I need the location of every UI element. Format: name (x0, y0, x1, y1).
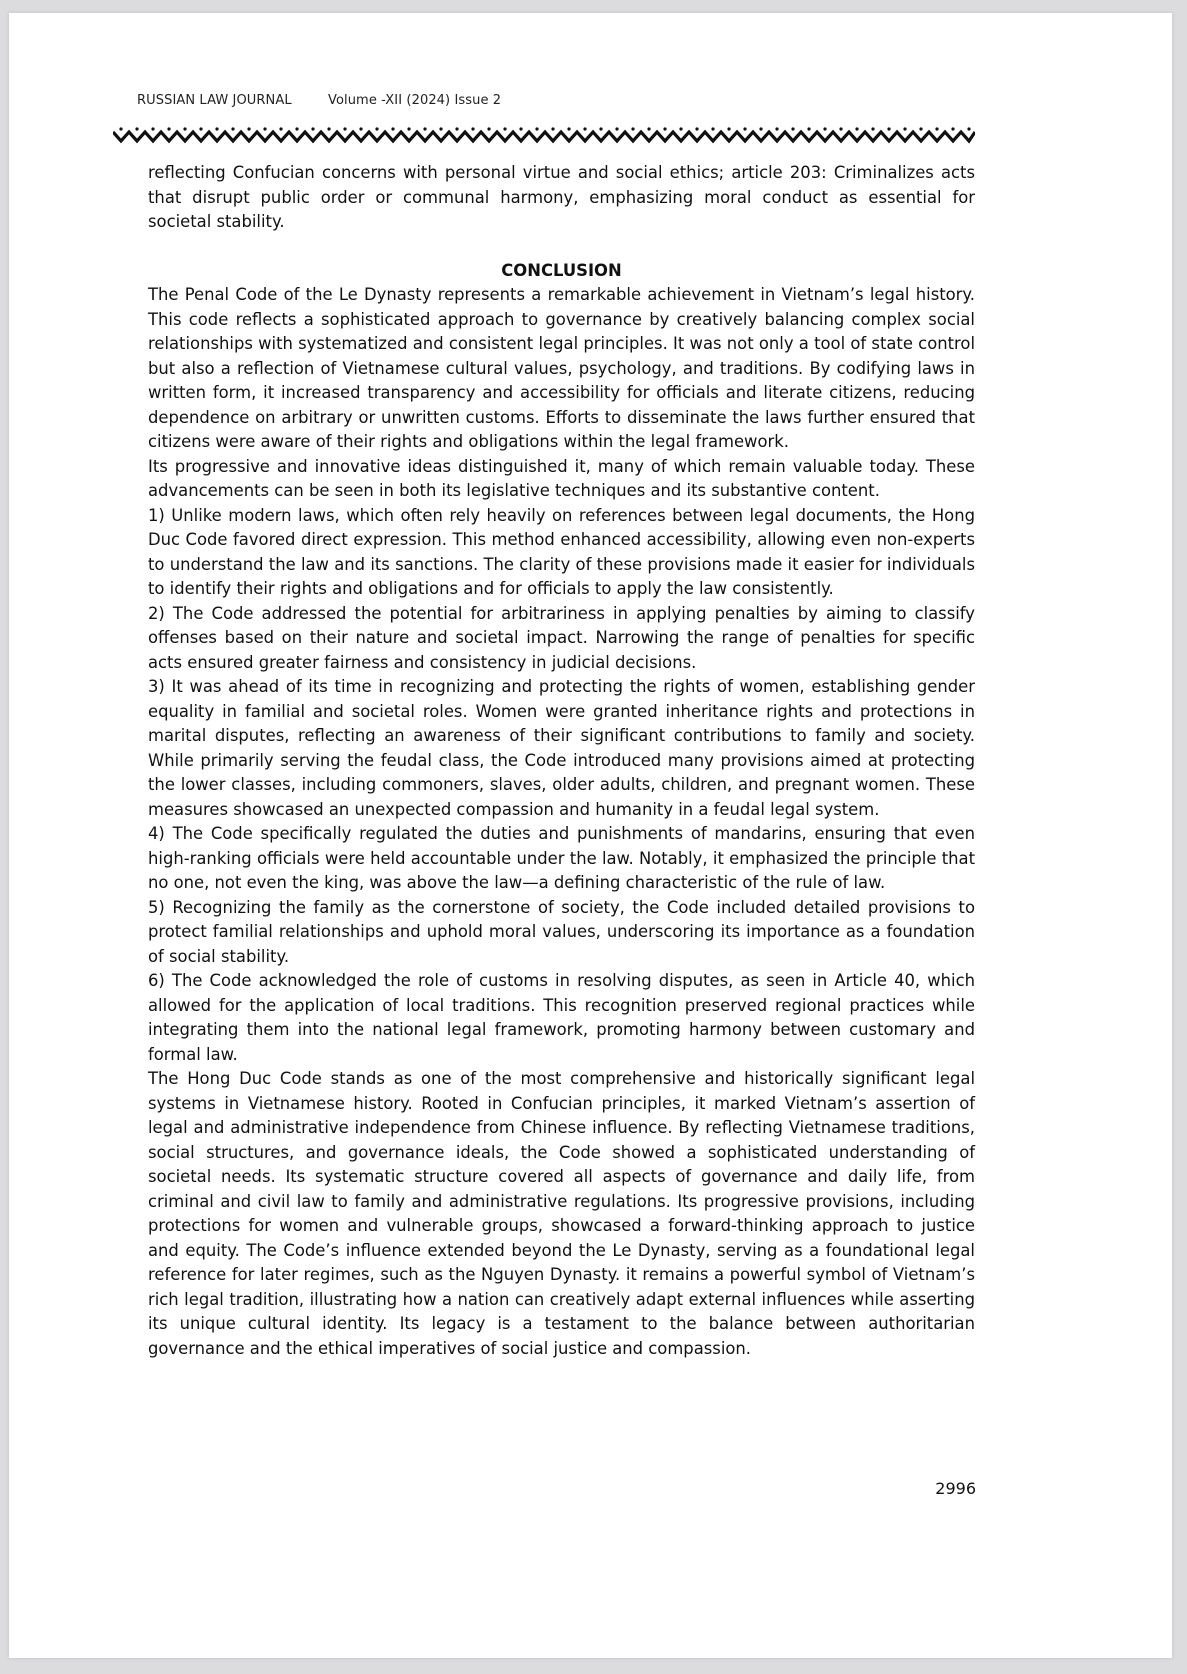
numbered-paragraph: 1) Unlike modern laws, which often rely heavily on references between legal documents, the Hong Duc Code favored direct expression. This method enhanced accessibility, allowing even non-experts to understand the law and its sanctions. The clarity of these provisions made it easier for individuals to identify their rights and obligations and for officials to apply the law consistently. (148, 505, 975, 598)
document-page (9, 13, 1172, 1658)
numbered-paragraph: 6) The Code acknowledged the role of customs in resolving disputes, as seen in Article 40, which allowed for the application of local traditions. This recognition preserved regional practices while integrating them into the national legal framework, promoting harmony between customary and formal law. (148, 971, 975, 1064)
body-paragraph: The Hong Duc Code stands as one of the most comprehensive and historically significant legal systems in Vietnamese history. Rooted in Confucian principles, it marked Vietnam’s assertion of legal and administrative independence from Chinese influence. By reflecting Vietnamese traditions, social structures, and governance ideals, the Code showed a sophisticated understanding of societal needs. Its systematic structure covered all aspects of governance and daily life, from criminal and civil law to family and administrative regulations. Its progressive provisions, including protections for women and vulnerable groups, showcased a forward-thinking approach to justice and equity. The Code’s influence extended beyond the Le Dynasty, serving as a foundational legal reference for later regimes, such as the Nguyen Dynasty. it remains a powerful symbol of Vietnam’s rich legal tradition, illustrating how a nation can creatively adapt external influences while asserting its unique cultural identity. Its legacy is a testament to the balance between authoritarian governance and the ethical imperatives of social justice and compassion. (148, 1069, 975, 1358)
numbered-paragraph: 2) The Code addressed the potential for arbitrariness in applying penalties by aiming to classify offenses based on their nature and societal impact. Narrowing the range of penalties for specific acts ensured greater fairness and consistency in judicial decisions. (148, 603, 975, 672)
page-number: 2996 (935, 1479, 976, 1498)
journal-name: RUSSIAN LAW JOURNAL (137, 93, 292, 108)
running-header (137, 93, 501, 108)
section-heading: CONCLUSION (501, 260, 622, 280)
decorative-zigzag-border (113, 126, 975, 150)
body-paragraph: Its progressive and innovative ideas distinguished it, many of which remain valuable today. These advancements can be seen in both its legislative techniques and its substantive content. (148, 456, 975, 500)
numbered-paragraph: 3) It was ahead of its time in recognizing and protecting the rights of women, establishing gender equality in familial and societal roles. Women were granted inheritance rights and protections in marital disputes, reflecting an awareness of their significant contributions to family and society. While primarily serving the feudal class, the Code introduced many provisions aimed at protecting the lower classes, including commoners, slaves, older adults, children, and pregnant women. These measures showcased an unexpected compassion and humanity in a feudal legal system. (148, 677, 975, 819)
numbered-paragraph: 5) Recognizing the family as the cornerstone of society, the Code included detailed provisions to protect familial relationships and uphold moral values, underscoring its importance as a foundation of social stability. (148, 897, 975, 966)
body-paragraph: The Penal Code of the Le Dynasty represents a remarkable achievement in Vietnam’s legal history. This code reflects a sophisticated approach to governance by creatively balancing complex social relationships with systematized and consistent legal principles. It was not only a tool of state control but also a reflection of Vietnamese cultural values, psychology, and traditions. By codifying laws in written form, it increased transparency and accessibility for officials and literate citizens, reducing dependence on arbitrary or unwritten customs. Efforts to disseminate the laws further ensured that citizens were aware of their rights and obligations within the legal framework. (148, 285, 975, 451)
numbered-paragraph: 4) The Code specifically regulated the duties and punishments of mandarins, ensuring that even high-ranking officials were held accountable under the law. Notably, it emphasized the principle that no one, not even the king, was above the law—a defining characteristic of the rule of law. (148, 824, 975, 892)
volume-issue: Volume -XII (2024) Issue 2 (327, 93, 502, 108)
article-body (148, 161, 975, 1361)
continued-paragraph: reflecting Confucian concerns with personal virtue and social ethics; article 203: Criminalizes acts that disrupt public order or communal harmony, emphasizing moral conduct as essential for societal stability. (148, 163, 975, 231)
